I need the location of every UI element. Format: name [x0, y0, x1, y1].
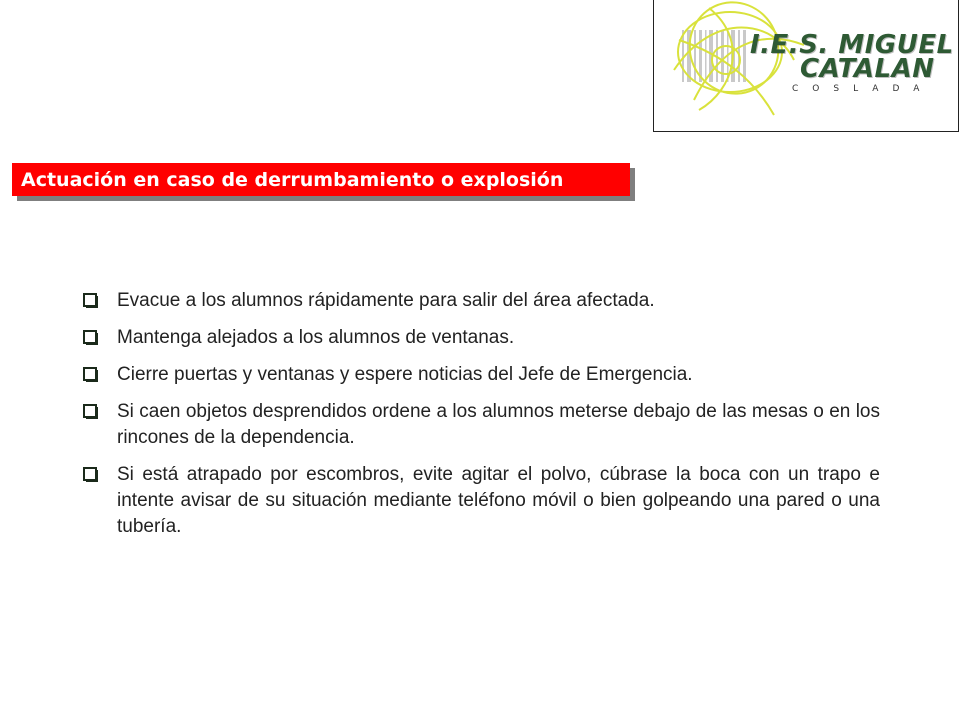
checkbox-icon [83, 330, 98, 345]
title-banner-wrap [12, 163, 635, 201]
school-logo [653, 0, 959, 132]
checkbox-icon [83, 404, 98, 419]
list-item [80, 362, 880, 388]
list-item [80, 399, 880, 451]
page-title: Actuación en caso de derrumbamiento o explosión [21, 168, 564, 191]
logo-subtitle: COSLADA [792, 84, 934, 94]
list-item [80, 288, 880, 314]
list-item-text: Si está atrapado por escombros, evite agitar el polvo, cúbrase la boca con un trapo e intente avisar de su situación mediante teléfono móvil o bien golpeando una pared o una tubería. [117, 464, 880, 537]
list-item-text: Evacue a los alumnos rápidamente para salir del área afectada. [117, 290, 655, 311]
logo-title-line1: I.E.S. MIGUEL [750, 30, 954, 60]
checkbox-icon [83, 467, 98, 482]
list-item [80, 462, 880, 540]
logo-title-line2: CATALAN [800, 54, 935, 84]
list-item-text: Cierre puertas y ventanas y espere noticias del Jefe de Emergencia. [117, 364, 693, 385]
checkbox-icon [83, 367, 98, 382]
list-item-text: Mantenga alejados a los alumnos de ventanas. [117, 327, 515, 348]
instruction-list [80, 288, 880, 551]
list-item [80, 325, 880, 351]
list-item-text: Si caen objetos desprendidos ordene a los alumnos meterse debajo de las mesas o en los rincones de la dependencia. [117, 401, 880, 448]
checkbox-icon [83, 293, 98, 308]
title-banner [12, 163, 630, 196]
